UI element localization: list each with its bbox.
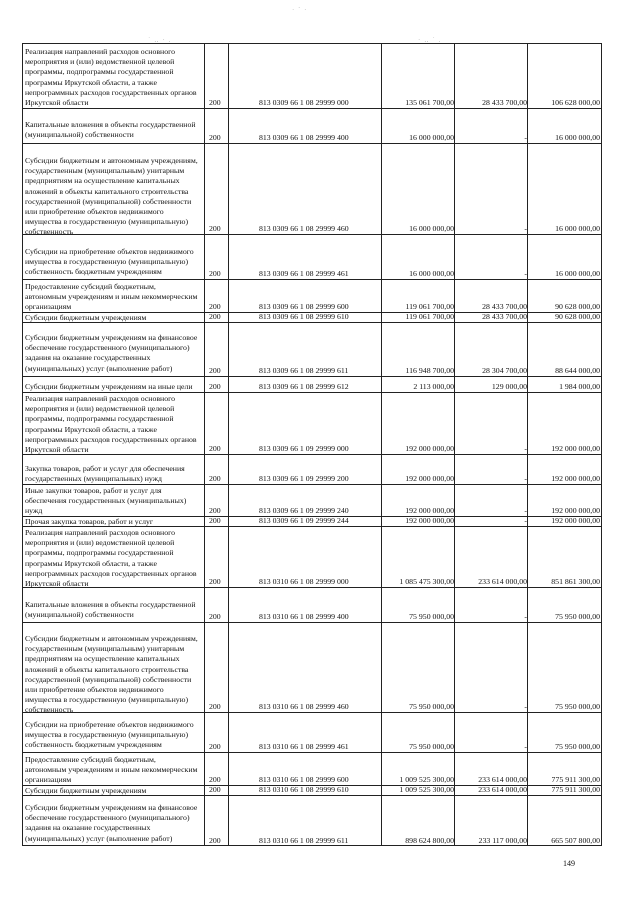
row-admin-code: 200: [209, 516, 221, 525]
row-admin-code: 200: [209, 742, 221, 751]
row-admin-code: 200: [209, 312, 221, 321]
row-amount-total: 2 113 000,00: [413, 382, 454, 391]
row-budget-code: 813 0310 66 1 08 29999 610: [259, 785, 349, 794]
row-amount-remaining: 16 000 000,00: [555, 133, 600, 142]
row-admin-code: 200: [209, 702, 221, 711]
row-amount-total: 75 950 000,00: [409, 742, 454, 751]
row-amount-subvention: 233 614 000,00: [478, 785, 527, 794]
row-admin-code: 200: [209, 302, 221, 311]
row-admin-code: 200: [209, 612, 221, 621]
row-amount-subvention: 233 117 000,00: [478, 836, 527, 845]
scan-smudge: · ‥ ˙ .: [418, 36, 442, 44]
row-amount-total: 192 000 000,00: [405, 516, 454, 525]
table-row: [23, 44, 601, 109]
row-budget-code: 813 0310 66 1 08 29999 000: [259, 577, 349, 586]
table-row: [23, 517, 601, 527]
row-amount-total: 16 000 000,00: [409, 224, 454, 233]
row-amount-remaining: 106 628 000,00: [551, 98, 600, 107]
row-description: Субсидии бюджетным учреждениям на финансовое обеспечение государственного (муниципального) задания на оказание государственных (муниципальных) услуг (выполнение работ): [25, 803, 198, 843]
row-admin-code: 200: [209, 775, 221, 784]
row-admin-code: 200: [209, 506, 221, 515]
row-amount-total: 116 948 700,00: [405, 366, 454, 375]
row-amount-remaining: 16 000 000,00: [555, 224, 600, 233]
row-amount-subvention: 129 000,00: [491, 382, 527, 391]
row-amount-total: 119 061 700,00: [405, 302, 454, 311]
row-amount-subvention: -: [524, 742, 527, 751]
row-description: Иные закупки товаров, работ и услуг для обеспечения государственных (муниципальных) нужд: [25, 486, 187, 516]
row-amount-remaining: 665 507 800,00: [551, 836, 600, 845]
row-amount-remaining: 16 000 000,00: [555, 269, 600, 278]
table-row: [23, 377, 601, 393]
row-amount-remaining: 192 000 000,00: [551, 516, 600, 525]
row-amount-subvention: -: [524, 224, 527, 233]
row-budget-code: 813 0310 66 1 08 29999 460: [259, 702, 349, 711]
row-budget-code: 813 0309 66 1 08 29999 460: [259, 224, 349, 233]
table-row: [23, 485, 601, 517]
row-amount-subvention: 233 614 000,00: [478, 775, 527, 784]
row-amount-subvention: 28 433 700,00: [482, 98, 527, 107]
table-row: [23, 280, 601, 313]
row-description: Субсидии бюджетным учреждениям: [25, 313, 147, 322]
row-budget-code: 813 0310 66 1 08 29999 400: [259, 612, 349, 621]
row-admin-code: 200: [209, 133, 221, 142]
row-amount-remaining: 192 000 000,00: [551, 474, 600, 483]
scan-smudge: ˙ ‥ · .: [148, 36, 172, 44]
row-amount-remaining: 192 000 000,00: [551, 444, 600, 453]
row-description: Капитальные вложения в объекты государственной (муниципальной) собственности: [25, 120, 196, 140]
row-amount-subvention: -: [524, 506, 527, 515]
table-row: [23, 109, 601, 144]
table-row: [23, 323, 601, 377]
row-description: Субсидии бюджетным и автономным учреждениям, государственным (муниципальным) унитарным предприятиям на осуществление капитальных вложений в объекты капитального строительства государственной (муниципальной) собственности или приобретение объектов недвижимого имущества в государственную (муниципальную) собственность: [25, 156, 198, 237]
row-description: Субсидии бюджетным учреждениям на финансовое обеспечение государственного (муниципального) задания на оказание государственных (муниципальных) услуг (выполнение работ): [25, 333, 198, 373]
row-amount-total: 135 061 700,00: [405, 98, 454, 107]
row-amount-remaining: 775 911 300,00: [551, 775, 600, 784]
row-amount-remaining: 88 644 000,00: [555, 366, 600, 375]
row-admin-code: 200: [209, 444, 221, 453]
row-budget-code: 813 0309 66 1 08 29999 000: [259, 98, 349, 107]
row-amount-remaining: 90 628 000,00: [555, 302, 600, 311]
row-amount-subvention: 233 614 000,00: [478, 577, 527, 586]
row-admin-code: 200: [209, 366, 221, 375]
row-budget-code: 813 0309 66 1 08 29999 611: [259, 366, 349, 375]
row-description: Субсидии на приобретение объектов недвижимого имущества в государственную (муниципальную) собственность бюджетным учреждениям: [25, 247, 194, 277]
row-admin-code: 200: [209, 474, 221, 483]
row-amount-total: 192 000 000,00: [405, 444, 454, 453]
row-amount-remaining: 192 000 000,00: [551, 506, 600, 515]
table-row: [23, 527, 601, 588]
row-description: Субсидии бюджетным и автономным учреждениям, государственным (муниципальным) унитарным предприятиям на осуществление капитальных вложений в объекты капитального строительства государственной (муниципальной) собственности или приобретение объектов недвижимого имущества в государственную (муниципальную) собственность: [25, 634, 198, 715]
table-row: [23, 144, 601, 235]
row-amount-total: 1 009 525 300,00: [399, 775, 454, 784]
row-budget-code: 813 0310 66 1 08 29999 461: [259, 742, 349, 751]
row-budget-code: 813 0309 66 1 08 29999 461: [259, 269, 349, 278]
row-description: Субсидии бюджетным учреждениям: [25, 786, 147, 795]
row-budget-code: 813 0309 66 1 08 29999 612: [259, 382, 349, 391]
row-admin-code: 200: [209, 269, 221, 278]
scan-smudge: · ` ·: [292, 6, 308, 14]
row-description: Реализация направлений расходов основного мероприятия и (или) ведомственной целевой программы, подпрограммы государственной программы Иркутской области, а также непрограммных расходов государственных органов Иркутской области: [25, 47, 197, 108]
row-budget-code: 813 0309 66 1 08 29999 400: [259, 133, 349, 142]
budget-table: [22, 43, 602, 846]
row-budget-code: 813 0309 66 1 09 29999 000: [259, 444, 349, 453]
row-admin-code: 200: [209, 577, 221, 586]
row-budget-code: 813 0310 66 1 08 29999 611: [259, 836, 349, 845]
table-row: [23, 713, 601, 753]
row-amount-subvention: -: [524, 133, 527, 142]
row-admin-code: 200: [209, 836, 221, 845]
row-amount-remaining: 1 984 000,00: [559, 382, 600, 391]
row-description: Реализация направлений расходов основного мероприятия и (или) ведомственной целевой программы, подпрограммы государственной программы Иркутской области, а также непрограммных расходов государственных органов Иркутской области: [25, 394, 197, 455]
row-budget-code: 813 0309 66 1 09 29999 240: [259, 506, 349, 515]
row-budget-code: 813 0309 66 1 08 29999 610: [259, 312, 349, 321]
row-budget-code: 813 0309 66 1 09 29999 200: [259, 474, 349, 483]
row-amount-subvention: 28 433 700,00: [482, 302, 527, 311]
row-description: Субсидии на приобретение объектов недвижимого имущества в государственную (муниципальную) собственность бюджетным учреждениям: [25, 720, 194, 750]
row-amount-total: 16 000 000,00: [409, 133, 454, 142]
table-row: [23, 588, 601, 623]
page-number: 149: [563, 859, 575, 868]
row-amount-total: 898 624 800,00: [405, 836, 454, 845]
table-row: [23, 455, 601, 485]
row-amount-total: 119 061 700,00: [405, 312, 454, 321]
row-amount-total: 1 085 475 300,00: [399, 577, 454, 586]
table-row: [23, 313, 601, 323]
row-amount-total: 75 950 000,00: [409, 702, 454, 711]
row-description: Предоставление субсидий бюджетным, автономным учреждениям и иным некоммерческим организациям: [25, 282, 198, 312]
table-row: [23, 235, 601, 280]
row-amount-subvention: -: [524, 474, 527, 483]
row-amount-subvention: -: [524, 516, 527, 525]
row-amount-subvention: -: [524, 444, 527, 453]
row-amount-total: 75 950 000,00: [409, 612, 454, 621]
row-description: Закупка товаров, работ и услуг для обеспечения государственных (муниципальных) нужд: [25, 464, 185, 484]
row-budget-code: 813 0309 66 1 09 29999 244: [259, 516, 349, 525]
row-description: Субсидии бюджетным учреждениям на иные цели: [25, 382, 193, 391]
row-amount-remaining: 90 628 000,00: [555, 312, 600, 321]
row-amount-total: 16 000 000,00: [409, 269, 454, 278]
row-amount-total: 1 009 525 300,00: [399, 785, 454, 794]
table-row: [23, 796, 601, 846]
row-amount-subvention: 28 433 700,00: [482, 312, 527, 321]
row-amount-subvention: -: [524, 612, 527, 621]
row-admin-code: 200: [209, 785, 221, 794]
row-amount-remaining: 851 861 300,00: [551, 577, 600, 586]
row-amount-remaining: 75 950 000,00: [555, 612, 600, 621]
table-row: [23, 623, 601, 713]
row-admin-code: 200: [209, 382, 221, 391]
row-amount-total: 192 000 000,00: [405, 474, 454, 483]
row-amount-subvention: 28 304 700,00: [482, 366, 527, 375]
row-budget-code: 813 0310 66 1 08 29999 600: [259, 775, 349, 784]
row-description: Прочая закупка товаров, работ и услуг: [25, 517, 154, 526]
row-amount-remaining: 75 950 000,00: [555, 742, 600, 751]
row-amount-remaining: 775 911 300,00: [551, 785, 600, 794]
table-row: [23, 753, 601, 786]
table-row: [23, 786, 601, 796]
row-description: Реализация направлений расходов основного мероприятия и (или) ведомственной целевой программы, подпрограммы государственной программы Иркутской области, а также непрограммных расходов государственных органов Иркутской области: [25, 528, 197, 589]
row-amount-total: 192 000 000,00: [405, 506, 454, 515]
row-description: Предоставление субсидий бюджетным, автономным учреждениям и иным некоммерческим организациям: [25, 755, 198, 785]
row-description: Капитальные вложения в объекты государственной (муниципальной) собственности: [25, 600, 196, 620]
row-budget-code: 813 0309 66 1 08 29999 600: [259, 302, 349, 311]
row-amount-subvention: -: [524, 702, 527, 711]
row-admin-code: 200: [209, 224, 221, 233]
row-amount-subvention: -: [524, 269, 527, 278]
row-admin-code: 200: [209, 98, 221, 107]
row-amount-remaining: 75 950 000,00: [555, 702, 600, 711]
table-row: [23, 393, 601, 455]
